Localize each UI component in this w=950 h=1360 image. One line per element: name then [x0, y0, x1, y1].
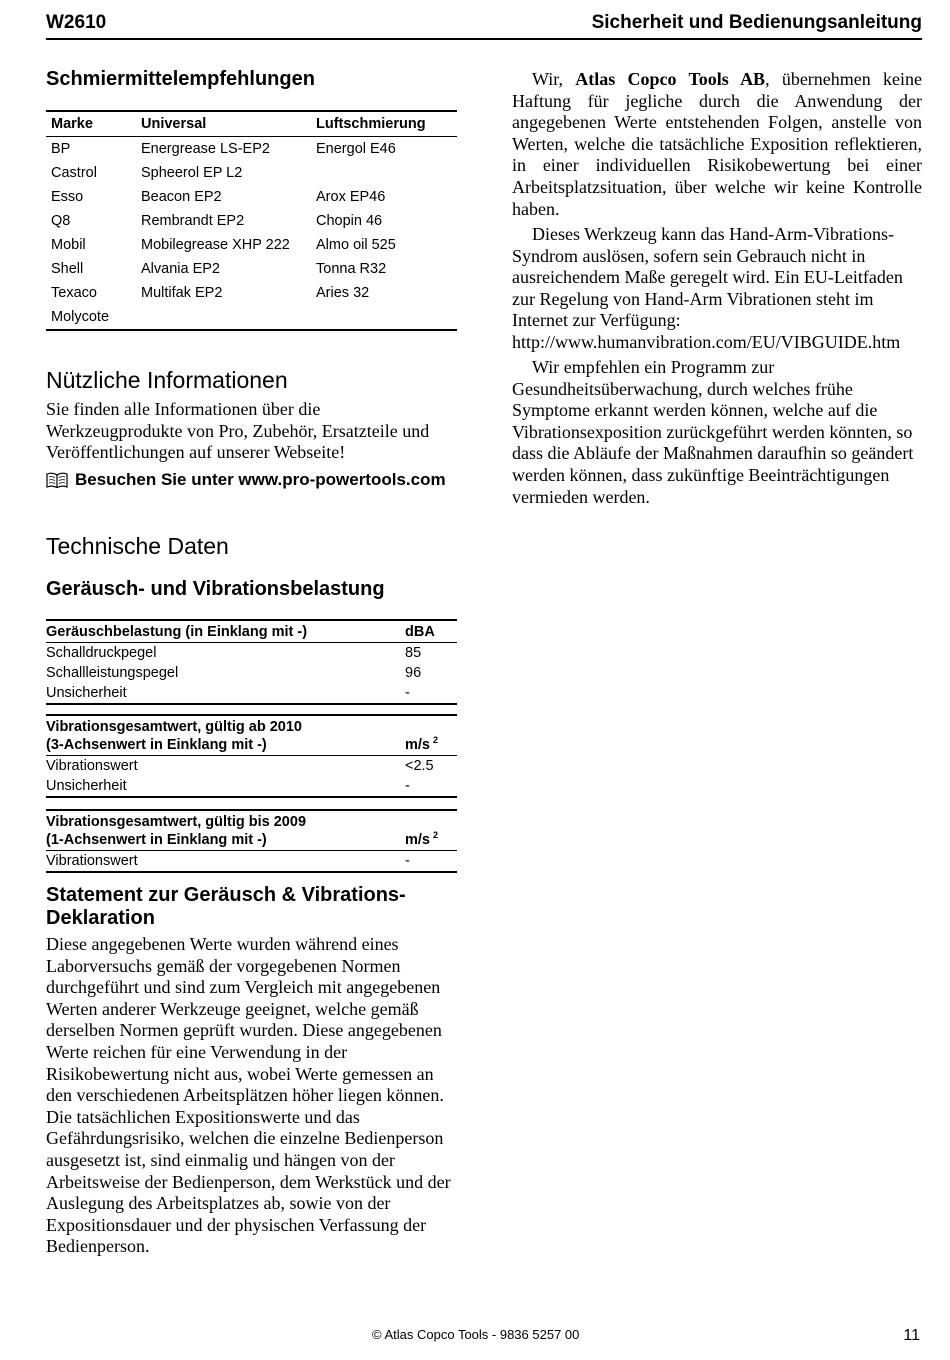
useful-info-title: Nützliche Informationen [46, 367, 288, 393]
universal-cell: Mobilegrease XHP 222 [141, 237, 290, 253]
header-line: Vibrationsgesamtwert, gültig ab 2010 [46, 719, 302, 735]
book-icon [46, 472, 68, 488]
table-row [46, 281, 457, 305]
table-row [46, 683, 457, 704]
row-value: 96 [405, 665, 422, 681]
header-line: (3-Achsenwert in Einklang mit -) [46, 737, 267, 753]
brand-cell: Castrol [51, 165, 97, 181]
universal-cell [136, 305, 311, 330]
vibration-header-row [46, 715, 457, 756]
universal-cell: Energrease LS-EP2 [141, 141, 270, 157]
vibration-2009-table [46, 809, 457, 873]
brand-cell: Shell [51, 261, 84, 277]
lubricants-title: Schmiermittelempfehlungen [46, 68, 315, 90]
model-number: W2610 [46, 12, 107, 33]
table-row [46, 643, 457, 664]
row-label: Vibrationswert [46, 851, 405, 873]
text-fragment: Wir, [532, 69, 576, 89]
footer-copyright: © Atlas Copco Tools - 9836 5257 00 [372, 1327, 580, 1342]
noise-header-row [46, 620, 457, 643]
unit-label [405, 810, 457, 851]
section-title: Sicherheit und Bedienungsanleitung [591, 12, 922, 33]
table-row [46, 305, 457, 330]
website-hint [46, 470, 446, 490]
statement-title: Statement zur Geräusch & Vibrations-Deklaration [46, 884, 406, 929]
tech-data-title: Technische Daten [46, 533, 229, 559]
table-row [46, 257, 457, 281]
universal-cell: Multifak EP2 [141, 285, 223, 301]
header-line: Vibrationsgesamtwert, gültig bis 2009 [46, 814, 307, 830]
column-header: Luftschmierung [311, 111, 457, 137]
vibration-2010-table [46, 714, 457, 798]
table-row [46, 209, 457, 233]
text-fragment: , übernehmen keine Haftung für jegliche durch die Anwendung der angegebenen Werte entstehenden Folgen, anstelle von Werten, welche die tatsächliche Exposition reflektieren, in einer individuellen Risikobewertung bei einer Arbeitsplatzsituation, über welche wir keine Kontrolle haben. [512, 69, 923, 219]
air-lube-cell: Tonna R32 [316, 261, 387, 277]
row-label: Unsicherheit [46, 683, 405, 704]
table-row [46, 161, 457, 185]
hav-paragraph: Dieses Werkzeug kann das Hand-Arm-Vibrations-Syndrom auslösen, sofern sein Gebrauch nicht in ausreichendem Maße geregelt wird. Ein EU-Leitfaden zur Regelung von Hand-Arm Vibrationen steht im Internet zur Verfügung: http://www.humanvibration.com/EU/VIBGUIDE.htm [512, 224, 903, 352]
brand-cell: Texaco [51, 285, 97, 301]
header-line: (1-Achsenwert in Einklang mit -) [46, 832, 267, 848]
statement-text: Diese angegebenen Werte wurden während eines Laborversuchs gemäß der vorgegebenen Normen durchgeführt und sind zum Vergleich mit angegebenen Werten anderer Werkzeuge geeignet, welche gemäß derselben Normen geprüft wurden. Diese angegebenen Werte reichen für eine Verwendung in der Risikobewertung nicht aus, wobei Werte gemessen an den verschiedenen Arbeitsplätzen höher liegen können. Die tatsächlichen Expositionswerte und das Gefährdungsrisiko, welchen die einzelne Bedienperson ausgesetzt ist, sind einmalig und hängen von der Arbeitsweise der Bedienperson, dem Werkstück und der Auslegung des Arbeitsplatzes ab, sowie von der Expositionsdauer und der physischen Verfassung der Bedienperson. [46, 934, 451, 1257]
row-label: Schalldruckpegel [46, 645, 157, 661]
brand-cell: Q8 [51, 213, 71, 229]
page-header [46, 10, 922, 40]
row-value: - [405, 683, 457, 704]
vibration-header-row [46, 810, 457, 851]
row-label: Unsicherheit [46, 776, 405, 797]
table-row [46, 851, 457, 873]
unit-exponent: 2 [433, 830, 439, 840]
liability-paragraph [512, 69, 922, 220]
row-value: - [405, 776, 457, 797]
noise-header: Geräuschbelastung (in Einklang mit -) [46, 620, 405, 643]
table-row [46, 233, 457, 257]
air-lube-cell [311, 161, 457, 185]
unit-text: m/s [405, 832, 430, 848]
universal-cell: Rembrandt EP2 [141, 213, 245, 229]
unit-label: dBA [405, 620, 457, 643]
lubricant-table [46, 110, 457, 331]
noise-table [46, 619, 457, 705]
table-row [46, 776, 457, 797]
noise-vibration-subtitle: Geräusch- und Vibrationsbelastung [46, 578, 385, 600]
unit-label [405, 715, 457, 756]
row-label: Vibrationswert [46, 758, 138, 774]
page-number: 11 [903, 1327, 920, 1344]
universal-cell: Alvania EP2 [141, 261, 220, 277]
air-lube-cell: Energol E46 [316, 141, 396, 157]
useful-info-text: Sie finden alle Informationen über die Werkzeugprodukte von Pro, Zubehör, Ersatzteile und Veröffentlichungen auf unserer Webseite! [46, 399, 430, 463]
air-lube-cell: Arox EP46 [316, 189, 386, 205]
health-paragraph: Wir empfehlen ein Programm zur Gesundheitsüberwachung, durch welches frühe Symptome erkannt werden können, welche auf die Vibrationsexposition zurückgeführt werden könnten, so dass die Abläufe der Maßnahmen daraufhin so geändert werden können, dass zukünftige Beeinträchtigungen vermieden werden. [512, 357, 914, 507]
brand-cell: Esso [51, 189, 84, 205]
table-row [46, 185, 457, 209]
vibration-header [46, 810, 405, 851]
website-link[interactable]: Besuchen Sie unter www.pro-powertools.com [75, 470, 446, 489]
brand-cell: BP [51, 141, 71, 157]
unit-exponent: 2 [433, 735, 439, 745]
column-header: Universal [136, 111, 311, 137]
air-lube-cell [311, 305, 457, 330]
vibration-header [46, 715, 405, 756]
brand-cell: Molycote [46, 305, 136, 330]
table-row [46, 663, 457, 683]
table-row [46, 137, 457, 162]
brand-cell: Mobil [51, 237, 86, 253]
row-value: 85 [405, 645, 422, 661]
row-value: - [405, 851, 457, 873]
company-name: Atlas Copco Tools AB [575, 69, 766, 89]
air-lube-cell: Almo oil 525 [316, 237, 396, 253]
row-value: <2.5 [405, 758, 434, 774]
lubricant-header-row [46, 111, 457, 137]
universal-cell: Beacon EP2 [141, 189, 222, 205]
air-lube-cell: Chopin 46 [316, 213, 383, 229]
air-lube-cell: Aries 32 [316, 285, 370, 301]
column-header: Marke [46, 111, 136, 137]
unit-text: m/s [405, 737, 430, 753]
table-row [46, 756, 457, 777]
row-label: Schallleistungspegel [46, 665, 179, 681]
universal-cell: Spheerol EP L2 [141, 165, 243, 181]
